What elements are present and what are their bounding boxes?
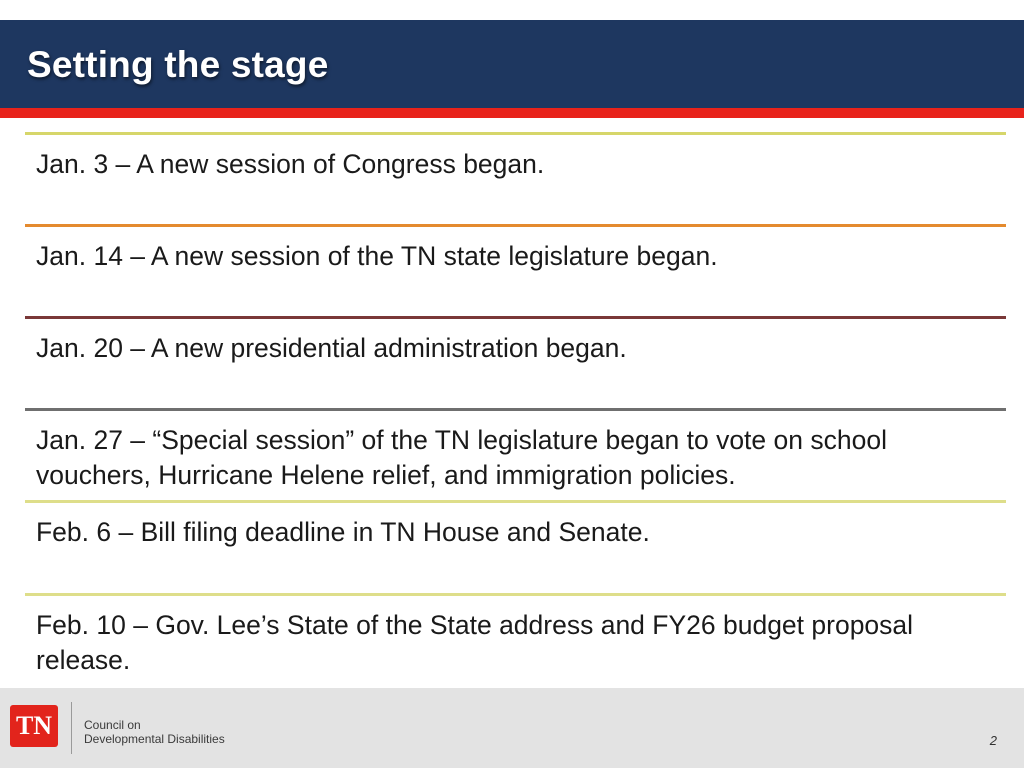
timeline-item (25, 500, 1006, 593)
timeline-item (25, 224, 1006, 317)
timeline-item (25, 316, 1006, 409)
title-accent-rule (0, 108, 1024, 118)
organization-name (84, 718, 225, 746)
org-line-1: Council on (84, 718, 141, 732)
timeline-item-text: Jan. 14 – A new session of the TN state legislature began. (36, 241, 718, 271)
timeline-item (25, 408, 1006, 501)
tn-logo (10, 705, 58, 747)
timeline-item-text: Jan. 3 – A new session of Congress began. (36, 149, 545, 179)
logo-divider (71, 702, 72, 754)
org-line-2: Developmental Disabilities (84, 732, 225, 746)
page-number: 2 (989, 733, 997, 748)
slide-title: Setting the stage (27, 44, 329, 85)
tn-logo-text: TN (15, 711, 53, 740)
timeline-item-text: Feb. 10 – Gov. Lee’s State of the State address and FY26 budget proposal release. (36, 610, 914, 675)
footer (0, 688, 1024, 768)
timeline-item-text: Jan. 27 – “Special session” of the TN legislature began to vote on school vouchers, Hurricane Helene relief, and immigration policies. (36, 425, 887, 490)
timeline-item (25, 132, 1006, 225)
timeline-item-text: Jan. 20 – A new presidential administration began. (36, 333, 627, 363)
timeline-item-text: Feb. 6 – Bill filing deadline in TN House and Senate. (36, 517, 650, 547)
timeline-item (25, 593, 1006, 688)
